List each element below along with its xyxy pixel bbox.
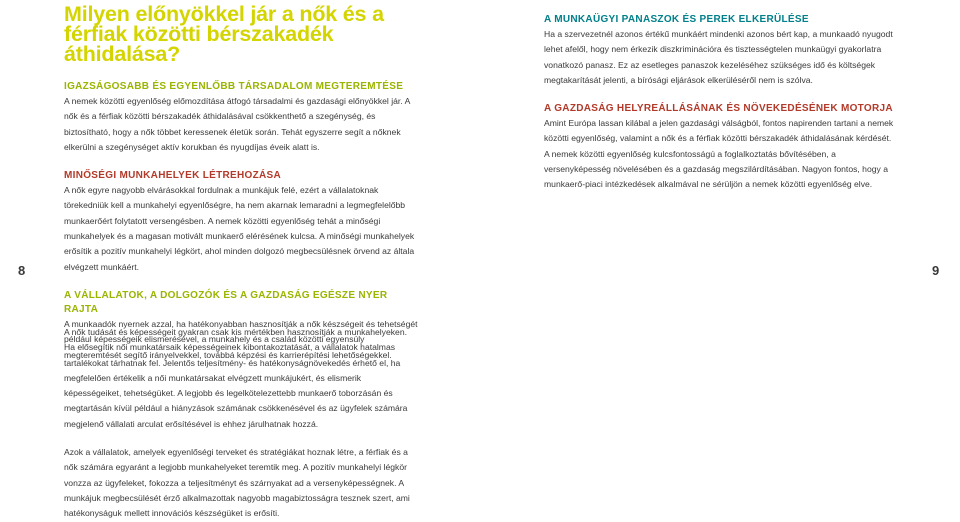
section-text-society: A nemek közötti egyenlőség előmozdítása átfogó társadalmi és gazdasági előnyökkel jár. A nők és a férfiak közötti bérszakadék áthidalásával csökkenthető a szegénység, és biztosítható, hogy a nők többet keressenek életük során. Tehát egyszerre segít a nőknek elkerülni a szegénységet aktív korukban és nyugdíjas éveik alatt is. bbox=[64, 96, 410, 152]
section-text-complaints: Ha a szervezetnél azonos értékű munkáért mindenki azonos bért kap, a munkaadó nyugodt lehet afelől, hogy nem érkezik diszkriminációra és tisztességtelen munkaügyi gyakorlatra vonatkozó panasz. Ez az esetleges panaszok kezeléséhez szükséges idő és költségek megtakarítását jelenti, a bírósági eljárások elkerüléséről nem is szólva. bbox=[544, 29, 893, 85]
page-number-right: 9 bbox=[932, 263, 940, 278]
section-text-quality-jobs: A nők egyre nagyobb elvárásokkal fordulnak a munkájuk felé, ezért a vállalatoknak törekedniük kell a munkahelyi egyenlőségre, ha nem akarnak lemaradni a legmegfelelőbb munkaerőért folytatott versengésben. A nemek közötti egyenlőség tehát a minőségi munkahelyek és a magasan motivált munkaerő elérésének kulcsa. A minőségi munkahelyek erősítik a pozitív munkahelyi légkört, ahol minden dolgozó megbecsülésnek örvend az általa elvégzett munkáért. bbox=[64, 185, 415, 272]
section-heading-companies: A VÁLLALATOK, A DOLGOZÓK ÉS A GAZDASÁG EGÉSZE NYER RAJTA bbox=[64, 289, 388, 315]
section-heading-quality-jobs: MINŐSÉGI MUNKAHELYEK LÉTREHOZÁSA bbox=[64, 170, 282, 182]
section-text-companies: A munkaadók nyernek azzal, ha hatékonyabban hasznosítják a nők készségeit és tehetségét például képességeik elismerésével, a munkahely és a család közötti egyensúly megteremtését segítő irányelvekkel, továbbá képzési és karrierépítési lehetőségekkel. bbox=[64, 318, 418, 360]
section-heading-economy: A GAZDASÁG HELYREÁLLÁSÁNAK ÉS NÖVEKEDÉSÉNEK MOTORJA bbox=[544, 103, 893, 115]
page-number-left: 8 bbox=[18, 263, 26, 278]
section-heading-society: IGAZSÁGOSABB ÉS EGYENLŐBB TÁRSADALOM MEGTEREMTÉSE bbox=[64, 81, 404, 92]
section-text-economy: Amint Európa lassan kilábal a jelen gazdasági válságból, fontos napirenden tartani a nemek közötti egyenlőség, valamint a nők és a férfiak közötti bérszakadék áthidalásának kérdését. A nemek közötti egyenlőség kulcsfontosságú a foglalkoztatás bővítésében, a versenyképesség növelésében és a gazdaság megszilárdításában. Nagyon fontos, hogy a munkaerő-piaci intézkedések alkalmával ne sérüljön a nemek közötti egyenlőség elve. bbox=[544, 118, 894, 190]
left-bottom-column bbox=[64, 325, 420, 522]
paragraph-talents: A nők tudását és képességeit gyakran csak kis mértékben hasznosítják a munkahelyeken. Ha elősegítik női munkatársaik képességeinek kibontakoztatását, a vállalatok hatalmas tartalékokat tárhatnak fel. Jelentős teljesítmény- és hatékonyságnövekedés érhető el, ha megfelelően értékelik a női munkatársakat elvégzett munkájukért, és elismerik képességeiket, tehetségüket. A legjobb és legelkötelezettebb munkaerő toborzásán és megtartásán kívül például a hiányzások számának csökkenésével és az ügyfelek számára megjelenő vállalati arculat erősítésével is ehhez járulhatnak hozzá. bbox=[64, 327, 408, 429]
left-column bbox=[64, 4, 420, 363]
right-column bbox=[544, 13, 898, 193]
page-title: Milyen előnyökkel jár a nők és a férfiak közötti bérszakadék áthidalása? bbox=[64, 2, 384, 66]
section-heading-complaints: A MUNKAÜGYI PANASZOK ÉS PEREK ELKERÜLÉSE bbox=[544, 14, 809, 25]
paragraph-equality-plans: Azok a vállalatok, amelyek egyenlőségi terveket és stratégiákat hoznak létre, a férfiak és a nők számára egyaránt a legjobb munkahelyeket teremtik meg. A pozitív munkahelyi légkör vonzza az ügyfeleket, fokozza a teljesítményt és szárnyakat ad a versenyképességnek. A munkájuk megbecsülését érző alkalmazottak nagyobb magabiztosságra tesznek szert, ami hatékonyságuk mellett innovációs készségüket is erősíti. bbox=[64, 447, 410, 519]
